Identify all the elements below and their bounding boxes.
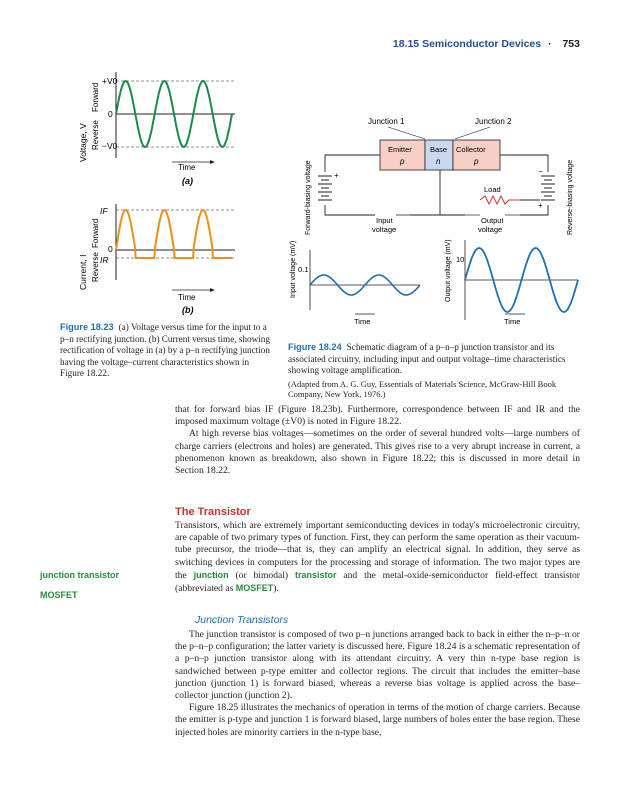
fig23b-time: Time xyxy=(178,293,196,302)
figure-18-23a xyxy=(60,62,240,202)
header-separator: · xyxy=(548,38,552,50)
paragraph-3-part-c: and the metal-oxide-semiconductor field-effect transistor (abbreviated as xyxy=(175,569,580,595)
reverse-bias-label: Reverse-biasing voltage xyxy=(567,159,574,235)
heading-junction-transistors: Junction Transistors xyxy=(195,614,289,626)
paragraph-4: The junction transistor is composed of two p–n junctions arranged back to back in either the n–p–n or the p–n–p configuration; the latter variety is discussed here. Figure 18.24 is a schematic representation of a p–n–p junction transistor along with its attendant circuitry. A very thin n-type base region is sandwiched between p-type emitter and collector regions. The circuit that includes the emitter–base junction (junction 1) is forward biased, whereas a reverse bias voltage is applied across the base–collector junction (junction 2). xyxy=(175,629,580,702)
fig23a-minus-v0: −V0 xyxy=(102,141,118,151)
figure-18-23b xyxy=(60,200,240,320)
fig23a-plus-v0: +V0 xyxy=(102,76,118,86)
fig23a-time: Time xyxy=(178,163,196,172)
output-voltage-label-1: Output xyxy=(481,216,504,225)
page-number: 753 xyxy=(562,38,580,50)
paragraph-2: At high reverse bias voltages—sometimes on the order of several hundred volts—large numbers of charge carriers (electrons and holes) are generated. This gives rise to a very abrupt increase in current, a phenomenon known as breakdown, also shown in Figure 18.22; this is discussed in more detail in Section 18.22. xyxy=(175,428,580,477)
fig23b-zero: 0 xyxy=(108,244,113,254)
emitter-type: p xyxy=(400,157,405,166)
heading-the-transistor: The Transistor xyxy=(175,506,251,518)
fig23b-if: IF xyxy=(100,206,108,216)
fig24-caption-text: Schematic diagram of a p–n–p junction transistor and its associated circuitry, including input and output voltage–time characteristics showing voltage amplification. xyxy=(288,342,566,376)
margin-term-mosfet: MOSFET xyxy=(40,590,78,600)
fig23b-tag: (b) xyxy=(182,305,194,315)
base-type: n xyxy=(436,157,441,166)
fig23b-ir: IR xyxy=(100,255,109,265)
reverse-battery-minus: − xyxy=(538,167,543,176)
fig24-caption-label: Figure 18.24 xyxy=(288,342,342,352)
base-label: Base xyxy=(430,145,448,154)
paragraph-5: Figure 18.25 illustrates the mechanics of operation in terms of the motion of charge carriers. Because the emitter is p-type and junction 1 is forward biased, large numbers of holes enter the base region. These injected holes are minority carriers in the n-type base, xyxy=(175,702,580,738)
keyword-mosfet: MOSFET xyxy=(235,583,274,594)
forward-battery-plus: + xyxy=(334,171,339,180)
running-header xyxy=(393,38,580,50)
fig23b-current-curve xyxy=(116,210,232,258)
emitter-label: Emitter xyxy=(388,145,412,154)
forward-battery xyxy=(318,176,332,200)
collector-label: Collector xyxy=(456,145,486,154)
output-voltage-label-2: voltage xyxy=(478,225,503,234)
reverse-battery xyxy=(541,176,555,200)
fig23b-ylabel: Current, I xyxy=(78,254,88,290)
fig23a-reverse: Reverse xyxy=(91,120,100,150)
body-text-top xyxy=(175,404,580,477)
output-plot-tick: 10 xyxy=(456,255,465,264)
input-plot-tick: 0.1 xyxy=(298,265,309,274)
fig23b-forward: Forward xyxy=(91,218,100,248)
fig23a-ylabel: Voltage, V xyxy=(78,123,88,162)
collector-type: p xyxy=(474,157,479,166)
figure-18-23-caption xyxy=(60,322,270,380)
fig24-junction2: Junction 2 xyxy=(475,117,512,126)
paragraph-3-part-b: (or bimodal) xyxy=(235,569,289,581)
keyword-junction: junction xyxy=(193,569,229,580)
reverse-battery-plus: + xyxy=(538,201,543,210)
paragraph-3 xyxy=(175,520,580,595)
figure-18-24-caption xyxy=(288,342,588,400)
load-resistor xyxy=(480,196,520,204)
fig23-caption-text: (a) Voltage versus time for the input to a p–n rectifying junction. (b) Current versus time, showing rectification of voltage in (a) by a p–n rectifying junction having the voltage–current characteristics shown in Figure 18.22. xyxy=(60,322,270,379)
input-plot-axis-label: Input voltage (mV) xyxy=(290,240,297,298)
margin-term-junction-transistor: junction transistor xyxy=(40,570,120,580)
paragraph-3-part-a: Transistors, which are extremely important semiconducting devices in today's microelectronic circuitry, are capable of two primary types of function. First, they can perform the same operation as their vacuum-tube precursor, the triode—that is, they can amplify an electrical signal. In addition, they serve as switching devices in computers for the processing and storage of information. The two major types are the xyxy=(175,520,580,581)
load-label: Load xyxy=(484,185,501,194)
fig23b-time-arrowhead xyxy=(210,288,215,292)
input-plot-time: Time xyxy=(354,317,371,326)
fig24-junction1: Junction 1 xyxy=(368,117,405,126)
fig24-junction2-leader xyxy=(455,127,490,139)
fig23a-forward: Forward xyxy=(91,82,100,112)
fig23a-tag: (a) xyxy=(182,176,193,186)
body-text-junction xyxy=(175,629,580,739)
fig23a-time-arrowhead xyxy=(210,160,215,164)
figure-18-24 xyxy=(280,110,600,340)
fig23b-reverse: Reverse xyxy=(91,252,100,282)
input-voltage-label-2: voltage xyxy=(372,225,397,234)
body-text-transistor xyxy=(175,520,580,595)
fig24-caption-note: (Adapted from A. G. Guy, Essentials of Materials Science, McGraw-Hill Book Company, New York, 1976.) xyxy=(288,378,557,400)
fig23a-zero: 0 xyxy=(108,109,113,119)
output-plot-axis-label: Output voltage (mV) xyxy=(445,239,452,302)
paragraph-3-part-d: ). xyxy=(273,583,279,595)
fig23-caption-label: Figure 18.23 xyxy=(60,322,114,332)
section-title: 18.15 Semiconductor Devices xyxy=(392,38,542,50)
keyword-transistor: transistor xyxy=(295,569,337,580)
forward-bias-label: Forward-biasing voltage xyxy=(305,160,312,235)
output-plot-time: Time xyxy=(504,317,521,326)
input-voltage-label-1: Input xyxy=(376,216,393,225)
fig24-junction1-leader xyxy=(388,127,425,139)
paragraph-1: that for forward bias IF (Figure 18.23b). Furthermore, correspondence between IF and IR and the imposed maximum voltage (±V0) is noted in Figure 18.22. xyxy=(175,404,580,428)
